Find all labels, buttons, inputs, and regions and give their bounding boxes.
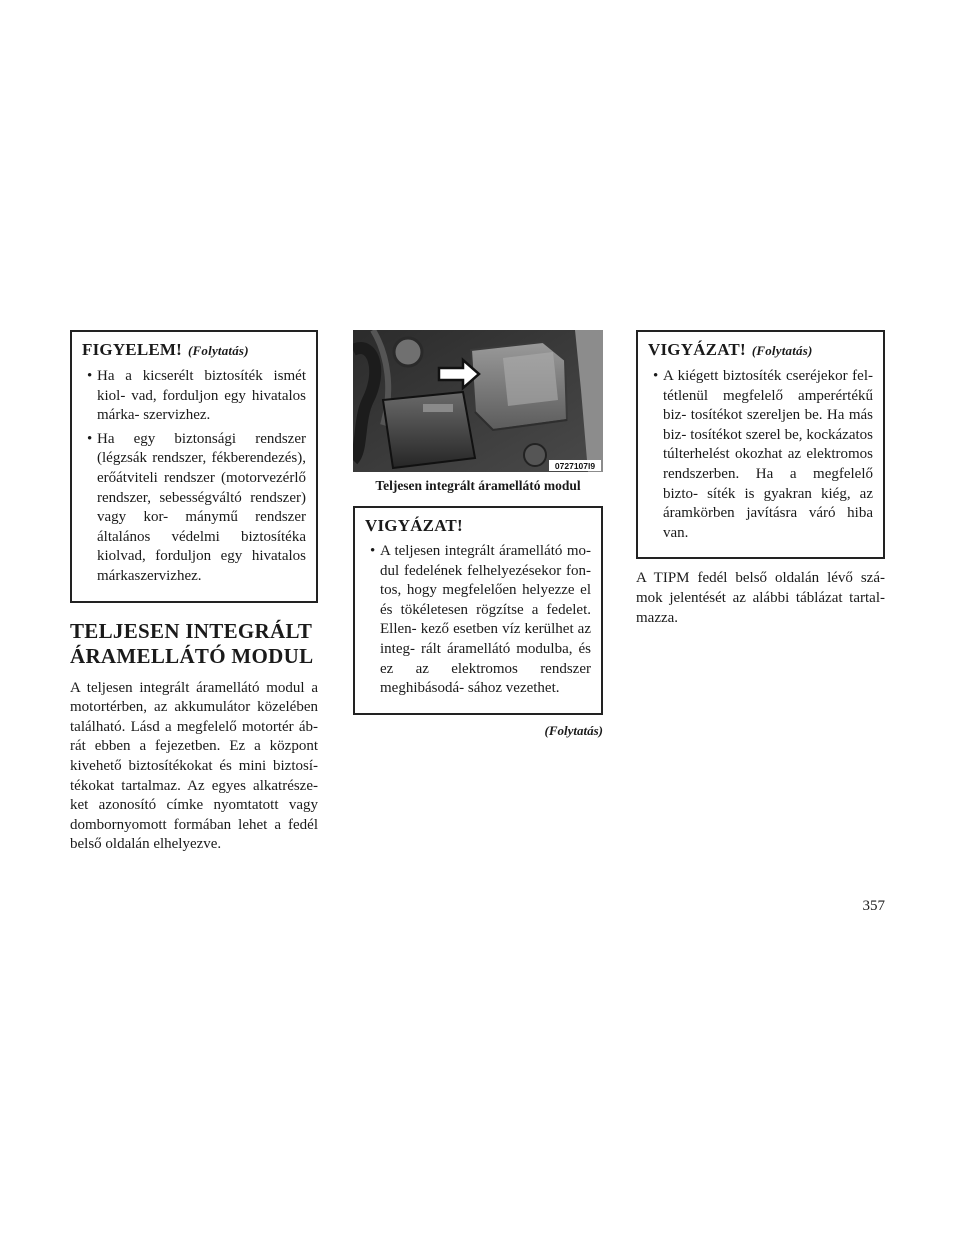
engine-bay-illustration: [353, 330, 603, 472]
photo-code: 0727107l9: [554, 461, 596, 471]
column-right: [636, 330, 885, 628]
caution-box: [353, 506, 603, 715]
caution-title: [648, 340, 873, 361]
section-heading: [70, 619, 318, 669]
page-number: 357: [862, 898, 885, 914]
warning-box: [70, 330, 318, 603]
list-item: • Ha egy biztonsági rendszer (légzsák rendszer, fékberendezés), erőátviteli rendszer (motorvezérlő rendszer, sebességváltó rendszer) vagy kor- mánymű rendszer általános védelmi biztosítéka kiolvad, forduljon egy hivatalos márkaszervizhez.: [82, 430, 306, 587]
section-heading-line-2: ÁRAMELLÁTÓ MODUL: [70, 643, 314, 668]
column-left: [70, 330, 318, 855]
section-heading-line-1: TELJESEN INTEGRÁLT: [70, 618, 313, 643]
list-item: • A teljesen integrált áramellátó mo- dul fedelének felhelyezésekor fon- tos, hogy megfelelően helyezze el és tökéletesen rögzítse a fedelet. Ellen- kező esetben víz kerülhet az integ- rált áramellátó modulba, és ez az elektromos rendszer meghibásodá- sához vezethet.: [365, 542, 591, 699]
caution-box-continued: [636, 330, 885, 559]
warning-label: FIGYELEM!: [82, 340, 183, 359]
list-item: • Ha a kicserélt biztosíték ismét kiol- vad, forduljon egy hivatalos márka- szervizhez.: [82, 367, 306, 426]
photo-caption: Teljesen integrált áramellátó modul: [375, 478, 581, 493]
caution-continued-label: (Folytatás): [751, 343, 813, 358]
continued-label: (Folytatás): [544, 722, 603, 738]
warning-title: [82, 340, 306, 361]
warning-list: [82, 367, 306, 587]
list-item: • A kiégett biztosíték cseréjekor fel- tétlenül megfelelő amperértékű biz- tosítékot szereljen be. Ha más biz- tosítékot szerel be, kockázatos túlterhelést okozhat az elektromos rendszerben. Ha a megfelelő bizto- síték is gyakran kiég, az áramkörben javításra váró hiba van.: [648, 367, 873, 543]
caution-list: [648, 367, 873, 543]
caution-title: VIGYÁZAT!: [365, 516, 463, 535]
body-paragraph: A TIPM fedél belső oldalán lévő szá- mok jelentését az alábbi táblázat tartal- mazza.: [636, 570, 885, 626]
engine-bay-photo: [353, 330, 603, 472]
caution-list: [365, 542, 591, 699]
warning-continued-label: (Folytatás): [188, 343, 249, 358]
body-paragraph: A teljesen integrált áramellátó modul a motortérben, az akkumulátor közelében található. Lásd a megfelelő motortér áb- rát ebben a fejezetben. Ez a központ kivehető biztosítékokat és mini biztosí- tékokat tartalmaz. Az egyes alkatrésze- ket azonosító címke nyomtatott vagy dombornyomott formában lehet a fedél belső oldalán elhelyezve.: [70, 679, 318, 853]
column-middle: [353, 330, 603, 739]
caution-label: VIGYÁZAT!: [648, 340, 746, 359]
